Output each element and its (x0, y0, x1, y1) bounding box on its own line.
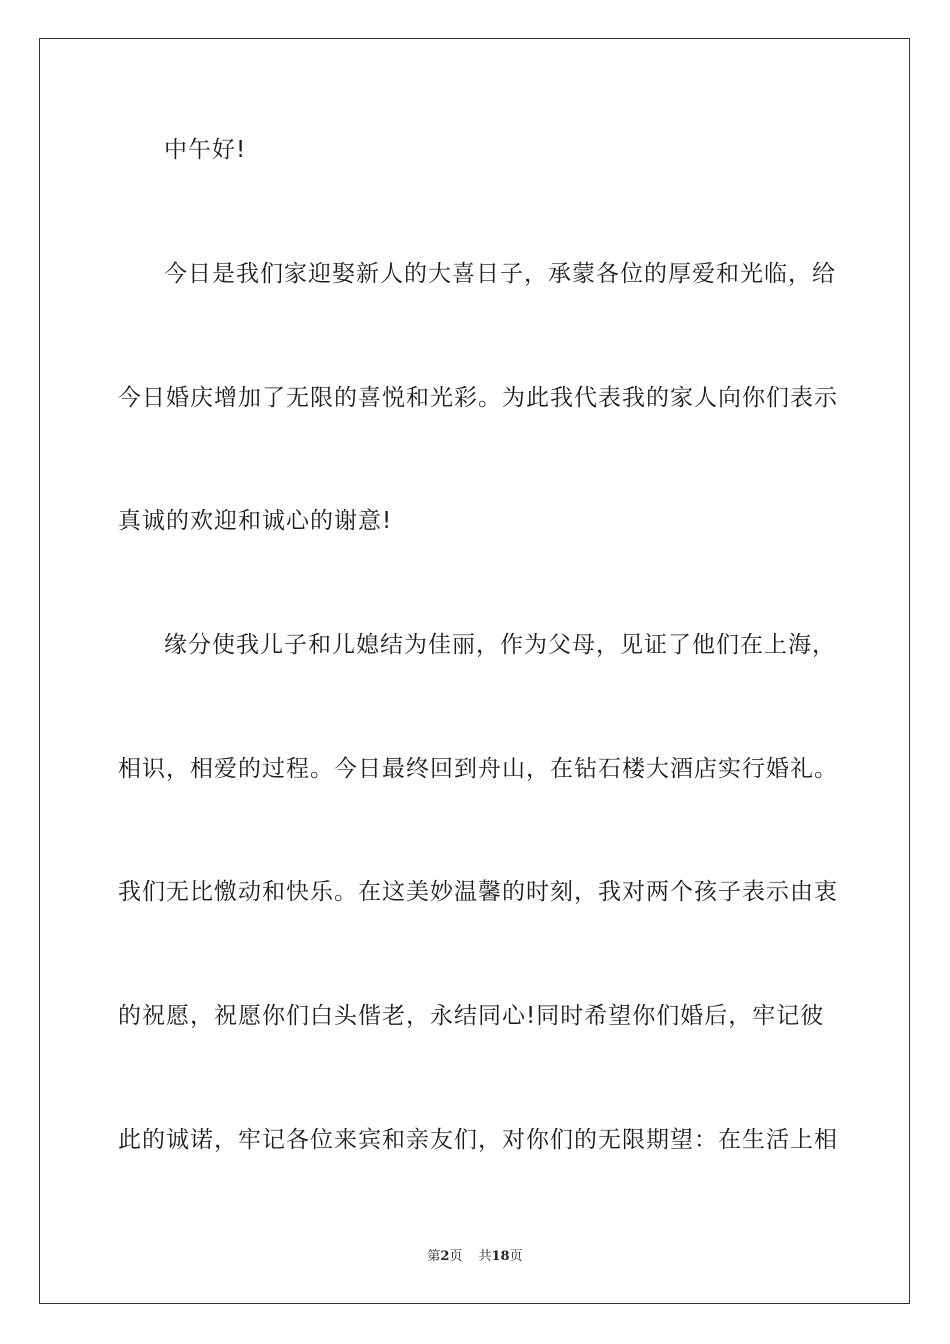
footer-page-total: 18 (491, 1249, 510, 1264)
footer-total-prefix: 共 (478, 1249, 492, 1264)
paragraph-line: 今日婚庆增加了无限的喜悦和光彩。为此我代表我的家人向你们表示 (118, 385, 838, 411)
footer-page-current: 2 (440, 1249, 450, 1264)
paragraph-line: 真诚的欢迎和诚心的谢意! (118, 508, 393, 534)
paragraph-line: 的祝愿，祝愿你们白头偕老，永结同心!同时希望你们婚后，牢记彼 (118, 1003, 825, 1029)
paragraph-line: 我们无比憿动和快乐。在这美妙温馨的时刻，我对两个孩子表示由衷 (118, 879, 838, 905)
paragraph-line: 缘分使我儿子和儿媳结为佳丽，作为父母，见证了他们在上海， (164, 632, 836, 658)
page-footer (0, 1249, 950, 1265)
paragraph-line: 相识，相爱的过程。今日最终回到舟山，在钻石楼大酒店实行婚礼。 (118, 756, 838, 782)
paragraph-line: 此的诚诺，牢记各位来宾和亲友们，对你们的无限期望：在生活上相 (118, 1127, 838, 1153)
page-border (39, 38, 910, 1304)
greeting-line: 中午好! (164, 137, 247, 163)
footer-total-suffix: 页 (509, 1249, 523, 1264)
footer-page-prefix: 第 (427, 1249, 441, 1264)
paragraph-line: 今日是我们家迎娶新人的大喜日子，承蒙各位的厚爱和光临，给 (164, 261, 836, 287)
footer-page-suffix: 页 (449, 1249, 463, 1264)
